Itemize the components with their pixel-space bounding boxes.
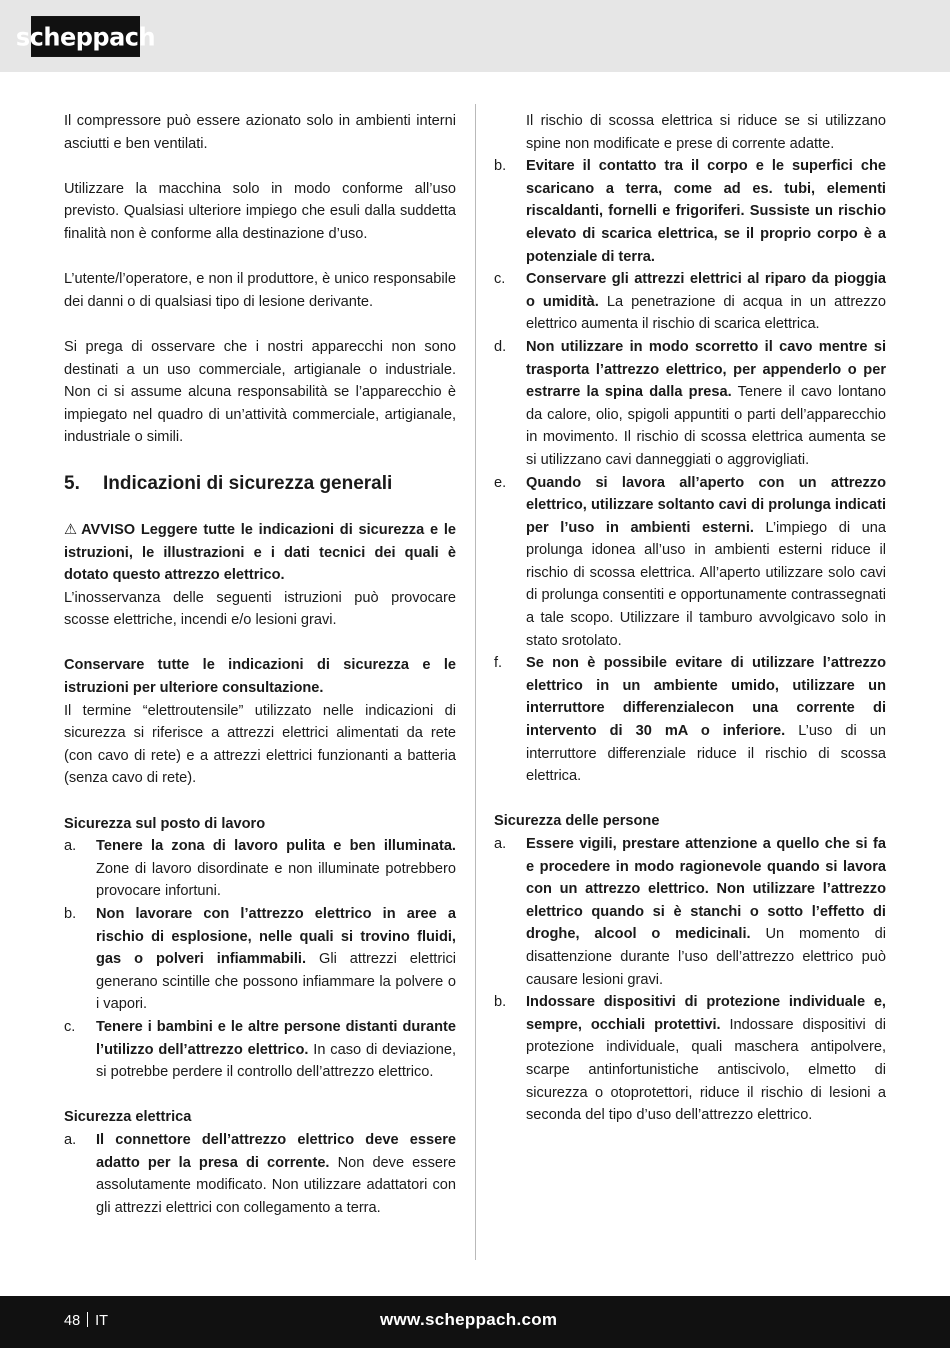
column-divider (475, 104, 476, 1260)
workplace-safety-heading: Sicurezza sul posto di lavoro (64, 815, 266, 832)
list-label: a. (64, 1131, 77, 1148)
list-text: L’impiego di una prolunga idonea all’uso in ambienti esterni riduce il rischio di scossa elettrica. All’aperto utilizzare solo cavi di prolunga consentiti e opportunamente contrassegnati a tale scopo. Utilizzare il tamburo avvolgicavo solo in stato srotolato. (526, 519, 887, 649)
right-column (494, 110, 886, 1127)
paragraph-user-responsibility: L’utente/l’operatore, e non il produttore, è unico responsabile dei danni o di qualsiasi tipo di lesione derivante. (64, 271, 456, 310)
list-bold-text: Il connettore dell’attrezzo elettrico deve essere adatto per la presa di corrente. (96, 1131, 456, 1171)
warning-triangle-icon: ⚠ (64, 521, 78, 538)
list-label: b. (64, 906, 77, 922)
list-label: e. (494, 474, 507, 491)
scheppach-logo: scheppach (31, 16, 140, 57)
list-item (64, 1016, 456, 1084)
list-item (494, 652, 886, 788)
list-text: Indossare dispositivi di protezione individuale, quali maschera antipolvere, scarpe antinfortunistiche antiscivolo, elmetto di sicurezza o otoprotettori, riduce il rischio di lesioni a seconda del tipo d’uso dell’attrezzo elettrico. (526, 1016, 886, 1124)
list-bold-text: Non lavorare con l’attrezzo elettrico in aree a rischio di esplosione, nelle quali si trovino fluidi, gas o polveri infiammabili. (96, 906, 456, 968)
list-item (64, 835, 456, 903)
list-continuation: Il rischio di scossa elettrica si riduce se si utilizzano spine non modificate e prese di corrente adatte. (526, 113, 886, 152)
warning-bold-text: AVVISO Leggere tutte le indicazioni di sicurezza e le istruzioni, le illustrazioni e i dati tecnici dei quali è dotato questo attrezzo elettrico. (64, 521, 456, 584)
section-number: 5. (64, 472, 80, 494)
list-bold-text: Tenere i bambini e le altre persone distanti durante l’utilizzo dell’attrezzo elettrico. (96, 1018, 456, 1058)
keep-instructions-bold: Conservare tutte le indicazioni di sicurezza e le istruzioni per ulteriore consultazione. (64, 657, 456, 697)
list-text: Non deve essere assolutamente modificato. Non utilizzare adattatori con gli attrezzi elettrici con collegamento a terra. (96, 1154, 456, 1216)
warning-text: L’inosservanza delle seguenti istruzioni può provocare scosse elettriche, incendi e/o lesioni gravi. (64, 589, 456, 629)
list-label: a. (64, 838, 77, 855)
list-item (494, 155, 886, 268)
list-text: Tenere il cavo lontano da calore, olio, spigoli appuntiti o parti dell’apparecchio in movimento. Il rischio di scossa elettrica aumenta se si utilizzano cavi danneggiati o aggrovigliati. (526, 384, 886, 468)
list-bold-text: Indossare dispositivi di protezione individuale e, sempre, occhiali protettivi. (526, 994, 886, 1033)
list-bold-text: Quando si lavora all’aperto con un attrezzo elettrico, utilizzare soltanto cavi di prolunga indicati per l’uso in ambienti esterni. (526, 474, 886, 536)
left-column (64, 110, 456, 1219)
page-header (0, 0, 950, 72)
list-item (494, 833, 886, 991)
list-label: c. (64, 1018, 76, 1035)
list-text: Zone di lavoro disordinate e non illuminate potrebbero provocare infortuni. (96, 860, 456, 900)
list-label: f. (494, 655, 503, 672)
list-bold-text: Tenere la zona di lavoro pulita e ben illuminata. (96, 838, 456, 855)
page-number: 48 (64, 1313, 81, 1329)
electrical-safety-heading: Sicurezza elettrica (64, 1109, 192, 1126)
list-label: c. (494, 271, 506, 288)
page-footer (0, 1296, 950, 1348)
list-label: a. (494, 836, 507, 852)
list-text: L’uso di un interruttore differenziale riduce il rischio di scossa elettrica. (526, 723, 886, 785)
list-text: Un momento di disattenzione durante l’uso dell’attrezzo elettrico può causare lesioni gravi. (526, 926, 887, 988)
language-code: IT (95, 1313, 109, 1329)
section-title: Indicazioni di sicurezza generali (103, 472, 393, 494)
paragraph-commercial-use: Si prega di osservare che i nostri apparecchi non sono destinati a un uso commerciale, artigianale o industriale. Non ci si assume alcuna responsabilità se l’apparecchio è impiegato nel quadro di un’attività commerciale, artigianale, industriale o simili. (64, 338, 456, 446)
personal-safety-heading: Sicurezza delle persone (494, 813, 660, 830)
list-text: In caso di deviazione, si potrebbe perdere il controllo dell’attrezzo elettrico. (96, 1041, 457, 1081)
list-item (494, 472, 886, 653)
list-label: b. (494, 158, 507, 175)
list-bold-text: Essere vigili, prestare attenzione a quello che si fa e procedere in modo ragionevole quando si lavora con un attrezzo elettrico. Non utilizzare l’attrezzo elettrico quando si è stanchi o sotto l’effetto di droghe, alcool o medicinali. (526, 836, 886, 943)
page-number-block (64, 1310, 108, 1332)
warning-block (64, 519, 456, 587)
list-item (64, 903, 456, 1016)
list-label: d. (494, 338, 507, 355)
list-item (64, 1129, 456, 1219)
list-text: Gli attrezzi elettrici generano scintille che possono infiammare la polvere o i vapori. (96, 951, 457, 1013)
list-item (494, 336, 886, 472)
list-bold-text: Evitare il contatto tra il corpo e le superfici che scaricano a terra, come ad es. tubi, elementi riscaldanti, fornelli e frigoriferi. Sussiste un rischio elevato di scarica elettrica, se il proprio corpo è a potenziale di terra. (526, 158, 886, 265)
website-link[interactable]: www.scheppach.com (380, 1310, 558, 1329)
keep-instructions-text: Il termine “elettroutensile” utilizzato nelle indicazioni di sicurezza si riferisce a attrezzi elettrici alimentati da rete (con cavo di rete) e a attrezzi elettrici funzionanti a batteria (senza cavo di rete). (64, 702, 456, 787)
list-bold-text: Se non è possibile evitare di utilizzare l’attrezzo elettrico in un ambiente umido, utilizzare un interruttore differenzialecon una corrente di intervento di 30 mA o inferiore. (526, 655, 886, 740)
section-heading (64, 471, 456, 497)
list-bold-text: Conservare gli attrezzi elettrici al riparo da pioggia o umidità. (526, 271, 886, 310)
paragraph-intended-use: Utilizzare la macchina solo in modo conforme all’uso previsto. Qualsiasi ulteriore impiego che esuli dalla suddetta finalità non è conforme alla destinazione d’uso. (64, 180, 456, 242)
list-label: b. (494, 994, 507, 1011)
list-item (494, 268, 886, 336)
footer-separator (87, 1312, 88, 1327)
list-text: La penetrazione di acqua in un attrezzo elettrico aumenta il rischio di scarica elettrica. (526, 293, 887, 333)
list-bold-text: Non utilizzare in modo scorretto il cavo mentre si trasporta l’attrezzo elettrico, per appenderlo o per estrarre la spina dalla presa. (526, 338, 886, 401)
paragraph-compressor-use: Il compressore può essere azionato solo in ambienti interni asciutti e ben ventilati. (64, 113, 456, 152)
list-item (494, 991, 886, 1127)
